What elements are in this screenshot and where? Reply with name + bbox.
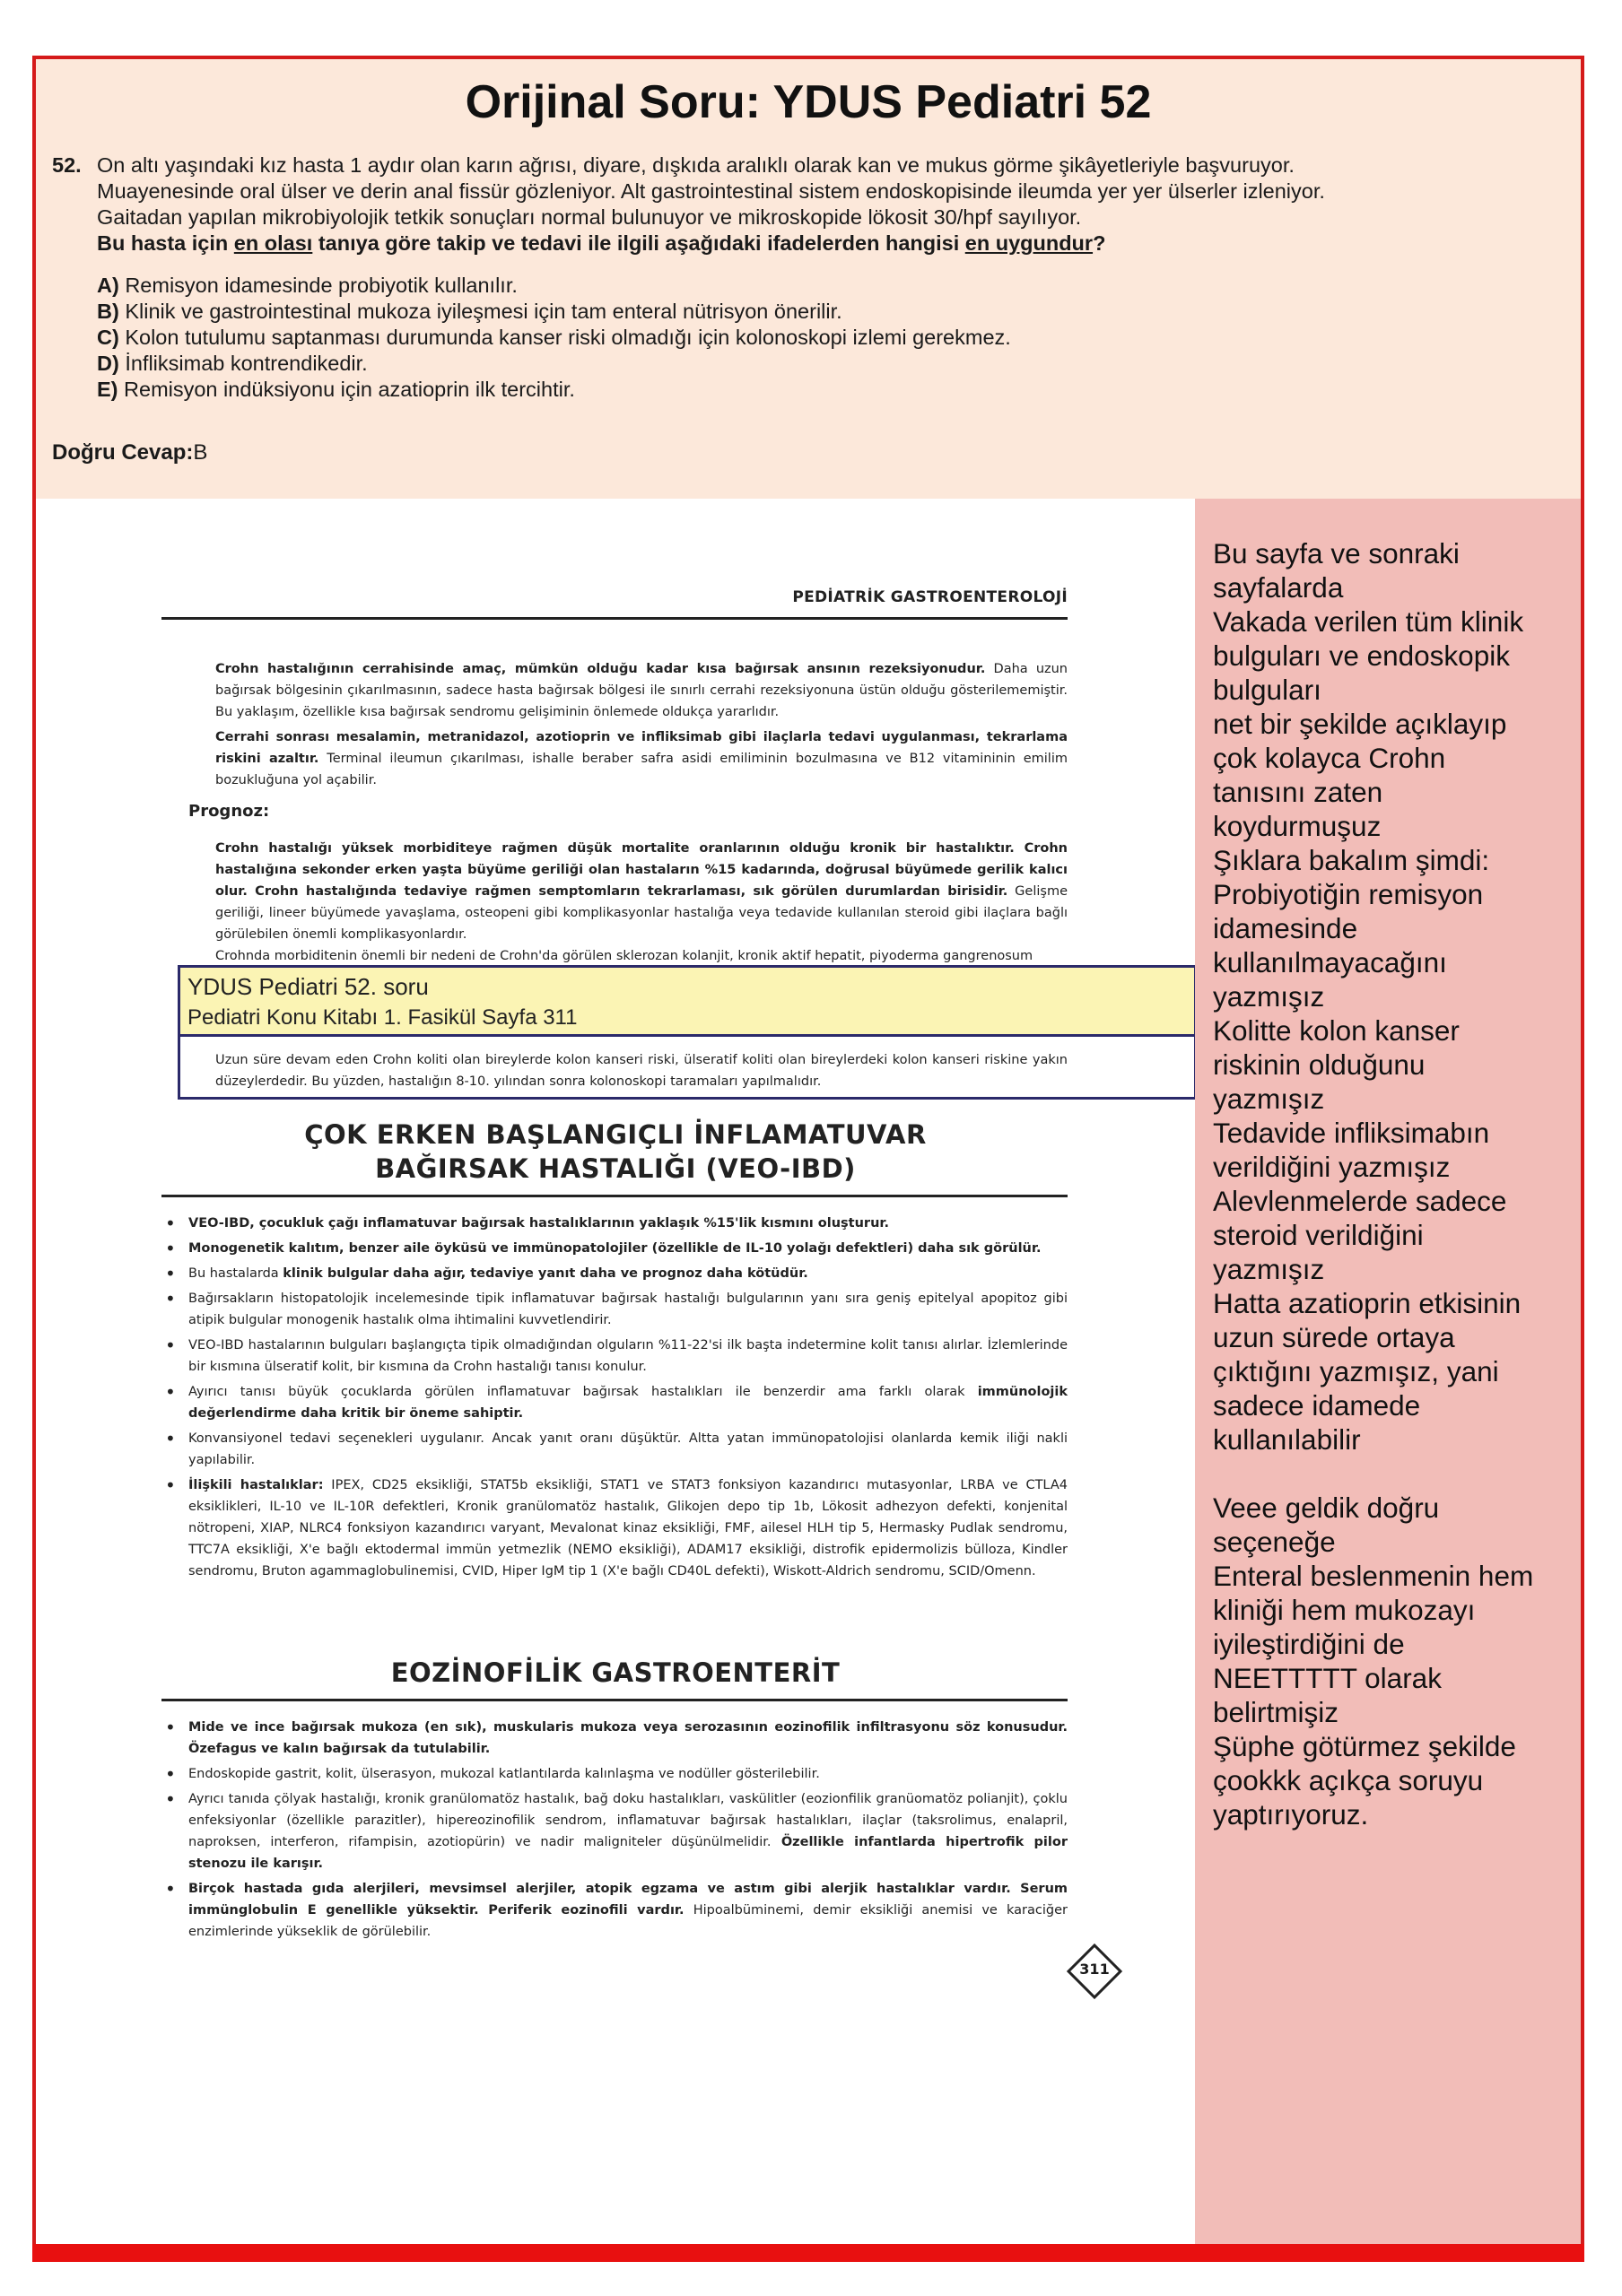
body-text: Ayırıcı tanısı büyük çocuklarda görülen inflamatuvar bağırsak hastalıkları ile benzerdir ama farklı olarak	[188, 1385, 978, 1399]
commentary-line: uzun sürede ortaya	[1213, 1321, 1455, 1353]
body-text: Konvansiyonel tedavi seçenekleri uygulanır. Ancak yanıt oranı düşüktür. Altta yatan immünopatolojisi olanlarda kemik iliği nakli yapılabilir.	[188, 1431, 1068, 1467]
commentary-line: Şıklara bakalım şimdi:	[1213, 844, 1490, 876]
commentary-line: Enteral beslenmenin hem	[1213, 1560, 1534, 1592]
running-head: PEDİATRİK GASTROENTEROLOJİ	[792, 588, 1068, 606]
ask-text: ?	[1093, 231, 1106, 255]
commentary-line: çok kolayca Crohn	[1213, 742, 1446, 774]
commentary-line: Kolitte kolon kanser	[1213, 1014, 1460, 1047]
stem-line: On altı yaşındaki kız hasta 1 aydır olan karın ağrısı, diyare, dışkıda aralıklı olarak kan ve mukus görme şikâyetleriyle başvuruyor.	[97, 153, 1295, 177]
body-text: Hipoalbüminemi, demir eksikliği anemisi ve karaciğer enzimlerinde yükseklik de görülebilir.	[188, 1903, 1068, 1939]
commentary-line: Alevlenmelerde sadece	[1213, 1185, 1507, 1217]
answer-label: Doğru Cevap:	[52, 440, 194, 465]
page-title: Orijinal Soru: YDUS Pediatri 52	[465, 76, 1152, 128]
body-text: Ayrıcı tanıda çölyak hastalığı, kronik granülomatöz hastalık, bağ doku hastalıkları, vaskülitler (eozionfilik granüomatöz polianjit), çoklu enfeksiyonlar (özellikle parazitler), hipereozinofilik sendrom, inflamatuvar bağırsak hastalıkları, ilaçlar (taksrolimus, enalapril, naproksen, interferon, rifampisin, azotiopürin) ve nadir maligniteler düşünülmelidir.	[188, 1792, 1068, 1849]
commentary-line: çookkk açıkça soruyu	[1213, 1764, 1484, 1796]
bold-text: immünolojik değerlendirme daha kritik bir öneme sahiptir.	[188, 1385, 1068, 1421]
commentary-line: verildiğini yazmışız	[1213, 1151, 1451, 1183]
commentary-line: bulguları ve endoskopik	[1213, 639, 1510, 672]
commentary-line: Tedavide infliksimabın	[1213, 1117, 1490, 1149]
body-text: VEO-IBD hastalarının bulguları başlangıçta tipik olmadığından olguların %11-22'si ilk başta indetermine kolit tanısı alırlar. İzlemlerinde bir kısmına ülseratif kolit, bir kısmına da Crohn hastalığı tanısı konulur.	[188, 1338, 1068, 1374]
commentary-line: yazmışız	[1213, 1083, 1325, 1115]
commentary-line: net bir şekilde açıklayıp	[1213, 708, 1507, 740]
stem-line: Muayenesinde oral ülser ve derin anal fissür gözleniyor. Alt gastrointestinal sistem endoskopisinde ileumda yer yer ülserler izleniyor.	[97, 179, 1325, 203]
commentary-line: idamesinde	[1213, 912, 1358, 944]
ask-text: tanıya göre takip ve tedavi ile ilgili aşağıdaki ifadelerden hangisi	[312, 231, 965, 255]
option-text: Remisyon indüksiyonu için azatioprin ilk tercihtir.	[118, 378, 575, 401]
bold-text: Monogenetik kalıtım, benzer aile öyküsü ve immünopatolojiler (özellikle de IL-10 yolağı defektleri) daha sık görülür.	[188, 1241, 1042, 1256]
option-text: Remisyon idamesinde probiyotik kullanılır.	[118, 274, 518, 297]
commentary-line: yaptırıyoruz.	[1213, 1798, 1369, 1831]
commentary-line: çıktığını yazmışız, yani	[1213, 1355, 1499, 1387]
body-text: Bu hastalarda	[188, 1266, 283, 1281]
commentary-line: Veee geldik doğru	[1213, 1492, 1440, 1524]
commentary-line: yazmışız	[1213, 1253, 1325, 1285]
commentary-line: seçeneğe	[1213, 1526, 1336, 1558]
commentary-line: tanısını zaten	[1213, 776, 1383, 808]
commentary-line: Vakada verilen tüm klinik	[1213, 605, 1524, 638]
page-number: 311	[1079, 1961, 1110, 1978]
option-letter: A)	[97, 274, 119, 297]
bold-text: VEO-IBD, çocukluk çağı inflamatuvar bağırsak hastalıklarının yaklaşık %15'lik kısmını oluşturur.	[188, 1216, 889, 1231]
body-text: Daha uzun bağırsak bölgesinin çıkarılmasının, sadece hasta bağırsak bölgesi ile sınırlı cerrahi rezeksiyonuna üstün olduğu gösterilememiştir. Bu yaklaşım, özellikle kısa bağırsak sendromu gelişiminin önlemede oldukça yararlıdır.	[215, 662, 1068, 719]
reference-title: YDUS Pediatri 52. soru	[187, 973, 429, 1000]
commentary-line: bulguları	[1213, 674, 1321, 706]
commentary-line: kullanılabilir	[1213, 1423, 1361, 1456]
bottom-bar	[32, 2244, 1584, 2262]
bold-text: İlişkili hastalıklar:	[188, 1478, 324, 1492]
stem-line: Gaitadan yapılan mikrobiyolojik tetkik sonuçları normal bulunuyor ve mikroskopide lökosit 30/hpf sayılıyor.	[97, 205, 1082, 229]
paragraph-partial: Crohnda morbiditenin önemli bir nedeni de Crohn'da görülen sklerozan kolanjit, kronik aktif hepatit, piyoderma gangrenosum	[215, 949, 1033, 963]
ask-underline-2: en uygundur	[964, 231, 1094, 255]
paragraph-colon-cancer: Uzun süre devam eden Crohn koliti olan bireylerde kolon kanseri riski, ülseratif koliti olan bireylerdeki kolon kanseri riskine yakın düzeylerdedir. Bu yüzden, hastalığın 8-10. yılından sonra kolonoskopi taramaları yapılmalıdır.	[215, 1053, 1068, 1089]
commentary-line: iyileştirdiğini de	[1213, 1628, 1405, 1660]
reference-source: Pediatri Konu Kitabı 1. Fasikül Sayfa 311	[187, 1005, 578, 1030]
commentary-line: sayfalarda	[1213, 571, 1344, 604]
commentary-line: kliniği hem mukozayı	[1213, 1594, 1476, 1626]
bold-text: Cerrahi sonrası mesalamin, metranidazol, azotioprin ve infliksimab gibi ilaçlarla tedavi uygulanması, tekrarlama riskini azaltır.	[215, 730, 1068, 766]
body-text: Endoskopide gastrit, kolit, ülserasyon, mukozal katlantılarda kalınlaşma ve nodüller gösterilebilir.	[188, 1767, 820, 1781]
ask-underline-1: en olası	[233, 231, 313, 255]
heading-line: BAĞIRSAK HASTALIĞI (VEO-IBD)	[375, 1153, 856, 1184]
commentary-line: Probiyotiğin remisyon	[1213, 878, 1484, 910]
question-number: 52.	[52, 153, 82, 177]
commentary-line: Şüphe götürmez şekilde	[1213, 1730, 1516, 1762]
option-letter: E)	[97, 378, 118, 401]
option-text: İnfliksimab kontrendikedir.	[118, 352, 368, 375]
commentary-line: Bu sayfa ve sonraki	[1213, 537, 1460, 570]
commentary-line: koydurmuşuz	[1213, 810, 1382, 842]
answer-value: B	[193, 440, 208, 465]
page-frame	[32, 56, 1584, 2262]
prognosis-heading: Prognoz:	[188, 802, 270, 821]
option-letter: B)	[97, 300, 119, 323]
bold-text: Crohn hastalığının cerrahisinde amaç, mümkün olduğu kadar kısa bağırsak ansının rezeksiyonudur.	[215, 662, 986, 676]
body-text: Gelişme geriliği, lineer büyümede yavaşlama, osteopeni gibi komplikasyonlar hastalığa veya tedavide kullanılan steroid gibi ilaçlara bağlı görülebilen önemli komplikasyonlardır.	[215, 884, 1068, 942]
commentary-line: sadece idamede	[1213, 1389, 1421, 1422]
option-letter: C)	[97, 326, 119, 349]
ask-text: Bu hasta için	[97, 231, 234, 255]
bold-text: klinik bulgular daha ağır, tedaviye yanıt daha ve prognoz daha kötüdür.	[283, 1266, 808, 1281]
body-text: Bağırsakların histopatolojik incelemesinde tipik inflamatuvar bağırsak hastalığı bulgularının yanı sıra geniş epitelyal apopitoz gibi atipik bulgular monogenik hastalık olma ihtimalini kuvvetlendirir.	[188, 1292, 1068, 1327]
body-text: Terminal ileumun çıkarılması, ishalle beraber safra asidi emiliminin bozulmasına ve B12 vitamininin emilim bozukluğuna yol açabilir.	[215, 752, 1068, 787]
bold-text: Crohn hastalığı yüksek morbiditeye rağmen düşük mortalite oranlarının olduğu kronik bir hastalıktır. Crohn hastalığına sekonder erken yaşta büyüme geriliği olan hastaların %15 kadarında, doğrusal büyümede gerilik kalıcı olur. Crohn hastalığında tedaviye rağmen semptomların tekrarlaması, sık görülen durumlardan birisidir.	[215, 841, 1068, 899]
commentary-line: Hatta azatioprin etkisinin	[1213, 1287, 1522, 1319]
commentary-line: NEETTTTT olarak	[1213, 1662, 1442, 1694]
commentary-line: riskinin olduğunu	[1213, 1048, 1426, 1081]
bold-text: Birçok hastada gıda alerjileri, mevsimsel alerjiler, atopik egzama ve astım gibi alerjik hastalıklar vardır. Serum immünglobulin E genellikle yüksektir. Periferik eozinofili vardır.	[188, 1882, 1068, 1918]
bold-text: Mide ve ince bağırsak mukoza (en sık), muskularis mukoza veya serozasının eozinofilik infiltrasyonu söz konusudur. Özefagus ve kalın bağırsak da tutulabilir.	[188, 1720, 1068, 1756]
commentary-line: kullanılmayacağını	[1213, 946, 1447, 978]
eosinophilic-heading: EOZİNOFİLİK GASTROENTERİT	[390, 1657, 841, 1688]
body-text: IPEX, CD25 eksikliği, STAT5b eksikliği, STAT1 ve STAT3 fonksiyon kazandırıcı mutasyonlar, LRBA ve CTLA4 eksiklikleri, IL-10 ve IL-10R defektleri, Kronik granülomatöz hastalık, Glikojen depo tip 1b, Lökosit adhezyon defekti, konjenital nötropeni, XIAP, NLRC4 fonksiyon kazandırıcı varyant, Mevalonat kinaz eksikliği, FMF, ailesel HLH tip 5, Hermasky Pudlak sendromu, TTC7A eksikliği, X'e bağlı ektodermal immün yetmezlik (NEMO eksikliği), ADAM17 eksikliği, distrofik epidermolizis bülloza, Kindler sendromu, Bruton agammaglobulinemisi, CVID, Hiper IgM tip 1 (X'e bağlı CD40L defekti), Wiskott-Aldrich sendromu, SCID/Omenn.	[188, 1478, 1068, 1578]
commentary-line: steroid verildiğini	[1213, 1219, 1424, 1251]
commentary-line: belirtmişiz	[1213, 1696, 1339, 1728]
heading-line: ÇOK ERKEN BAŞLANGIÇLI İNFLAMATUVAR	[304, 1119, 927, 1150]
commentary-line: yazmışız	[1213, 980, 1325, 1013]
bold-text: Özellikle infantlarda hipertrofik pilor stenozu ile karışır.	[188, 1835, 1068, 1871]
option-text: Klinik ve gastrointestinal mukoza iyileşmesi için tam enteral nütrisyon önerilir.	[118, 300, 842, 323]
option-text: Kolon tutulumu saptanması durumunda kanser riski olmadığı için kolonoskopi izlemi gerekmez.	[118, 326, 1011, 349]
option-letter: D)	[97, 352, 119, 375]
